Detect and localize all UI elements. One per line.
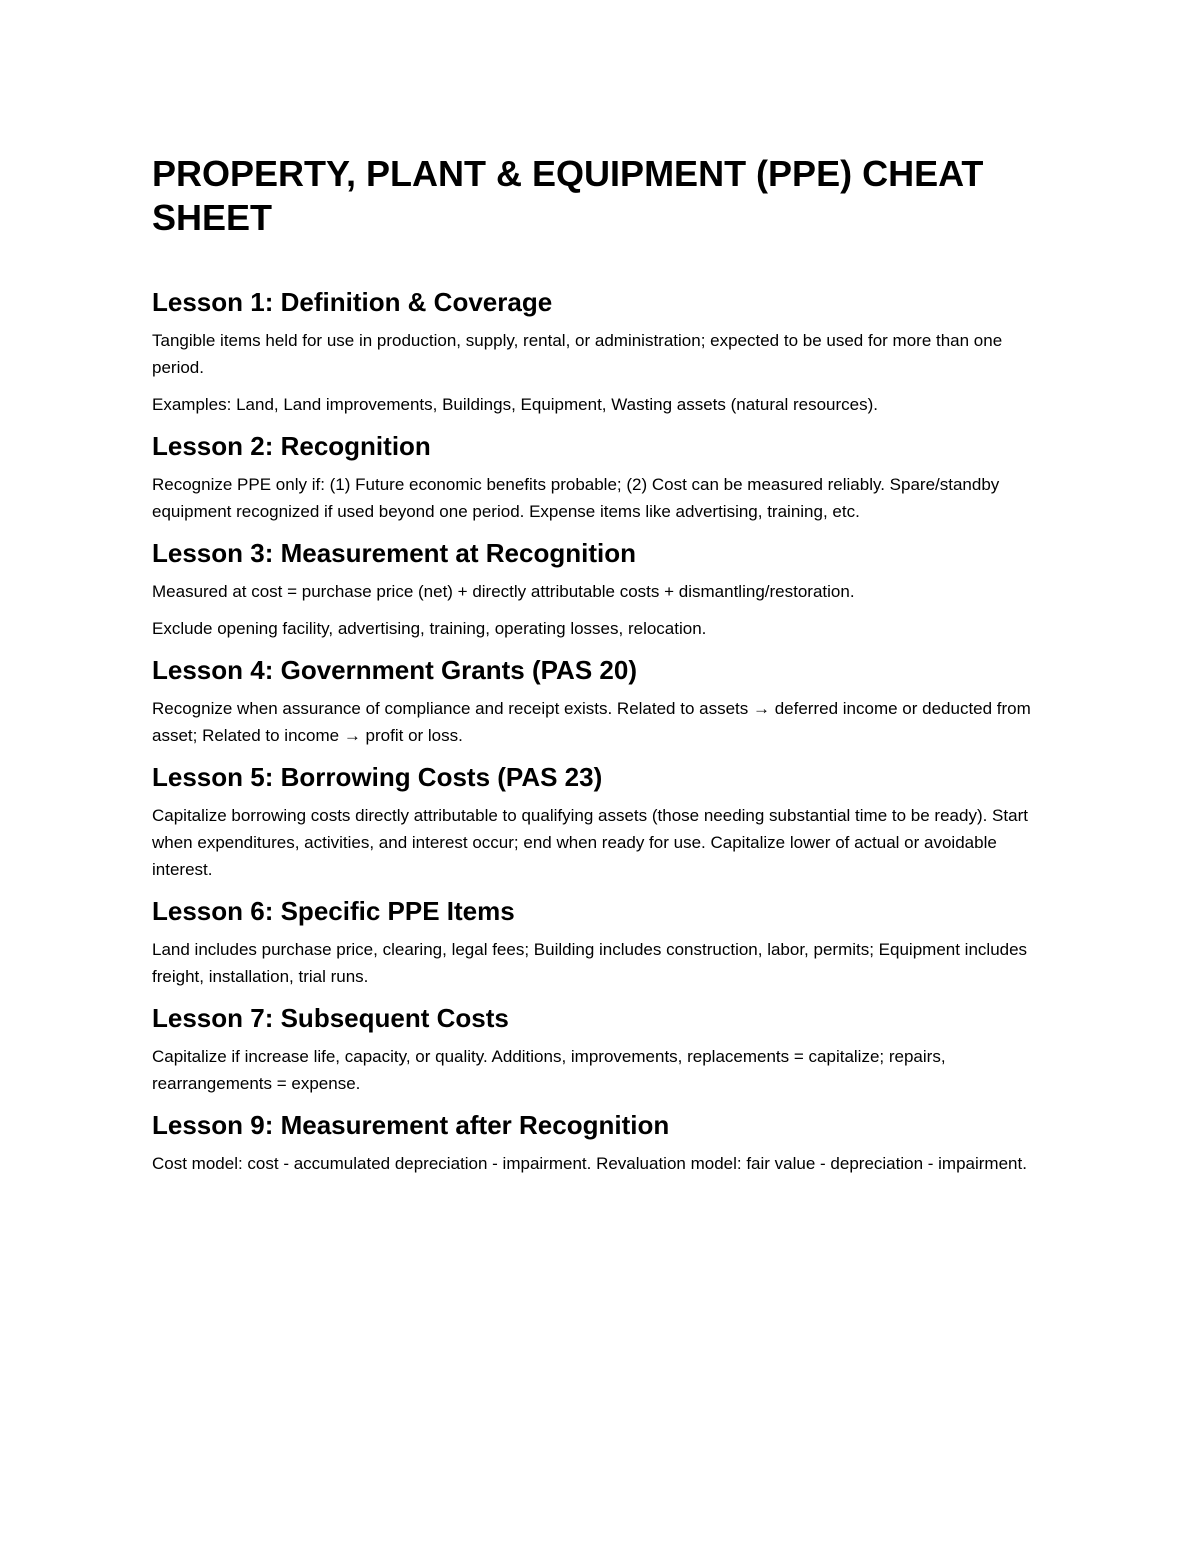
lesson-3-section [152,537,1052,642]
document-page [152,152,1052,1189]
document-title: PROPERTY, PLANT & EQUIPMENT (PPE) CHEAT SHEET [152,153,984,238]
lesson-6-heading: Lesson 6: Specific PPE Items [152,896,515,926]
lesson-1-paragraph-2: Examples: Land, Land improvements, Buildings, Equipment, Wasting assets (natural resources). [152,395,878,414]
lesson-9-section [152,1109,1052,1177]
lesson-9-heading: Lesson 9: Measurement after Recognition [152,1110,670,1140]
lesson-4-paragraph-1: Recognize when assurance of compliance and receipt exists. Related to assets → deferred income or deducted from asset; Related to income → profit or loss. [152,699,1031,745]
lesson-5-section [152,761,1052,883]
lesson-4-heading: Lesson 4: Government Grants (PAS 20) [152,655,637,685]
lesson-4-section [152,654,1052,749]
lesson-3-paragraph-2: Exclude opening facility, advertising, training, operating losses, relocation. [152,619,707,638]
lesson-1-heading: Lesson 1: Definition & Coverage [152,287,553,317]
lesson-5-heading: Lesson 5: Borrowing Costs (PAS 23) [152,762,603,792]
lesson-6-paragraph-1: Land includes purchase price, clearing, legal fees; Building includes construction, labor, permits; Equipment includes freight, installation, trial runs. [152,940,1028,986]
lesson-7-section [152,1002,1052,1097]
lesson-1-section [152,286,1052,418]
lesson-3-paragraph-1: Measured at cost = purchase price (net) + directly attributable costs + dismantling/restoration. [152,582,855,601]
lesson-1-paragraph-1: Tangible items held for use in production, supply, rental, or administration; expected to be used for more than one period. [152,331,1003,377]
lesson-7-heading: Lesson 7: Subsequent Costs [152,1003,509,1033]
lesson-5-paragraph-1: Capitalize borrowing costs directly attributable to qualifying assets (those needing substantial time to be ready). Start when expenditures, activities, and interest occur; end when ready for use. Capitalize lower of actual or avoidable interest. [152,806,1028,879]
lesson-2-paragraph-1: Recognize PPE only if: (1) Future economic benefits probable; (2) Cost can be measured reliably. Spare/standby equipment recognized if used beyond one period. Expense items like advertising, training, etc. [152,475,1000,521]
lesson-6-section [152,895,1052,990]
lesson-2-heading: Lesson 2: Recognition [152,431,431,461]
lesson-7-paragraph-1: Capitalize if increase life, capacity, or quality. Additions, improvements, replacements = capitalize; repairs, rearrangements = expense. [152,1047,946,1093]
lesson-9-paragraph-1: Cost model: cost - accumulated depreciation - impairment. Revaluation model: fair value - depreciation - impairment. [152,1154,1027,1173]
lesson-3-heading: Lesson 3: Measurement at Recognition [152,538,636,568]
lesson-2-section [152,430,1052,525]
